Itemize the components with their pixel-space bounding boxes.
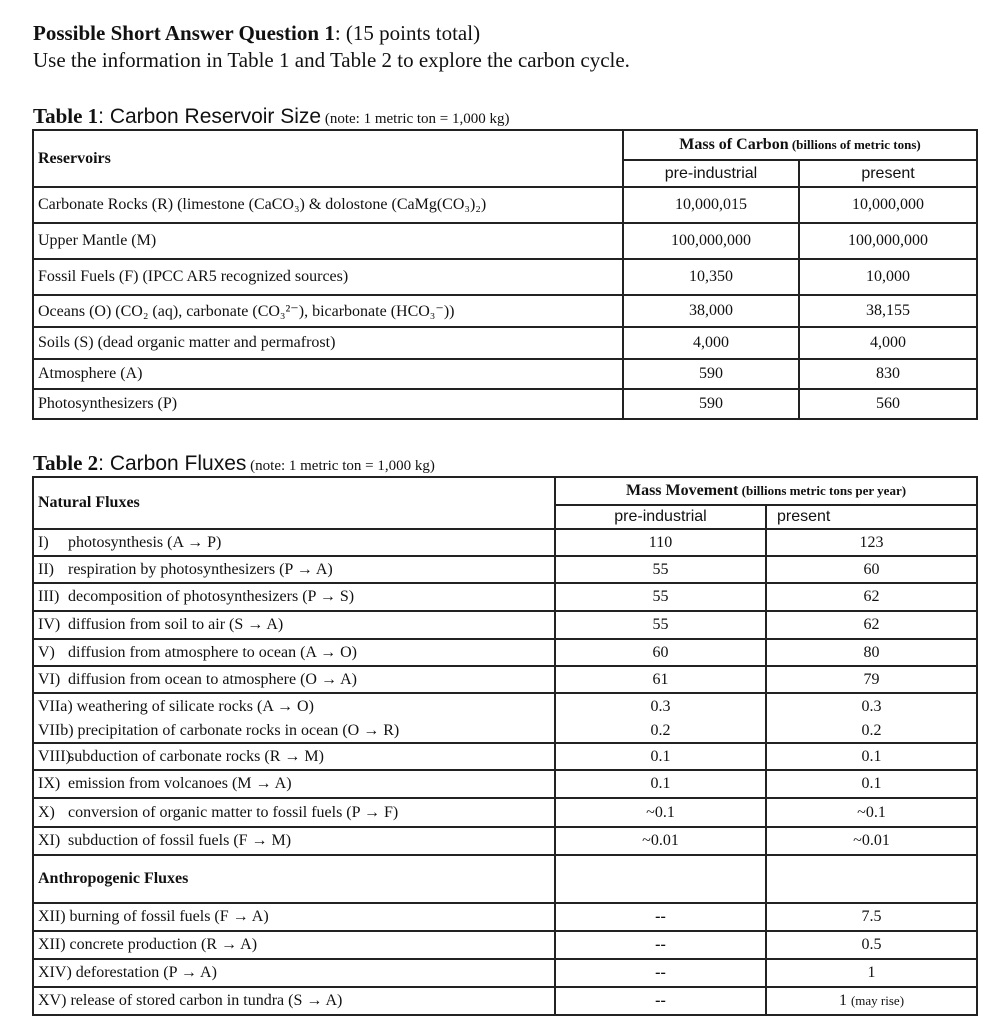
table1-body xyxy=(33,187,977,419)
flux-label xyxy=(33,959,555,987)
flux-text: respiration by photosynthesizers (P → A) xyxy=(68,560,333,578)
flux-present xyxy=(766,931,977,959)
table2-sub-preindustrial: pre-industrial xyxy=(555,505,766,529)
flux-label xyxy=(33,770,555,798)
table-row xyxy=(33,903,977,931)
table-row xyxy=(33,529,977,556)
flux-label xyxy=(33,743,555,770)
flux-text: subduction of carbonate rocks (R → M) xyxy=(68,747,324,765)
table-row xyxy=(33,770,977,798)
flux-text: diffusion from atmosphere to ocean (A → O) xyxy=(68,643,357,661)
flux-present: 62 xyxy=(766,611,977,639)
flux-present-value: 0.5 xyxy=(861,936,882,953)
table1-row-pre: 4,000 xyxy=(623,327,799,359)
flux-pre: -- xyxy=(555,903,766,931)
flux-present xyxy=(766,959,977,987)
table1-row-pre: 10,000,015 xyxy=(623,187,799,223)
table2-title: : Carbon Fluxes xyxy=(98,452,247,475)
table-row xyxy=(33,639,977,666)
flux-text: diffusion from soil to air (S → A) xyxy=(68,616,284,633)
flux-label xyxy=(33,556,555,583)
flux-pre: 0.2 xyxy=(555,719,766,743)
flux-present: 62 xyxy=(766,583,977,611)
table-row xyxy=(33,359,977,389)
table-row xyxy=(33,295,977,327)
table2-anthro-header: Anthropogenic Fluxes xyxy=(33,855,555,903)
flux-pre: ~0.1 xyxy=(555,798,766,827)
table1-row-pre: 100,000,000 xyxy=(623,223,799,259)
table2-label: Table 2 xyxy=(33,451,99,475)
flux-present-value: 1 xyxy=(838,992,847,1009)
flux-pre: 61 xyxy=(555,666,766,693)
flux-label xyxy=(33,529,555,556)
table1-row-label: Fossil Fuels (F) (IPCC AR5 recognized sources) xyxy=(33,259,623,295)
table1-row-label: Upper Mantle (M) xyxy=(33,223,623,259)
table2-note: (note: 1 metric ton = 1,000 kg) xyxy=(246,458,435,474)
table2-group-header-units: (billions metric tons per year) xyxy=(738,483,907,498)
flux-number: IX) xyxy=(38,775,61,792)
flux-number: XIV) xyxy=(38,964,72,981)
flux-number: XII) xyxy=(38,908,66,925)
flux-number: I) xyxy=(38,533,49,551)
flux-number: V) xyxy=(38,643,55,661)
flux-present: 79 xyxy=(766,666,977,693)
table2-sub-present: present xyxy=(766,505,977,529)
flux-label xyxy=(33,693,555,719)
table-row xyxy=(33,187,977,223)
table-row xyxy=(33,798,977,827)
table1 xyxy=(32,129,978,420)
question-title-bold: Possible Short Answer Question 1 xyxy=(33,21,335,45)
table1-row-pre: 590 xyxy=(623,359,799,389)
flux-text: diffusion from ocean to atmosphere (O → A) xyxy=(68,670,357,688)
table1-row-label: Atmosphere (A) xyxy=(33,359,623,389)
table1-reservoirs-header: Reservoirs xyxy=(33,130,623,187)
flux-text: deforestation (P → A) xyxy=(75,964,217,981)
table-row xyxy=(33,959,977,987)
flux-text: photosynthesis (A → P) xyxy=(68,533,222,551)
table1-caption xyxy=(33,103,510,132)
table2-anthro-header-blank xyxy=(555,855,766,903)
flux-text: precipitation of carbonate rocks in ocean (O → R) xyxy=(77,721,400,739)
flux-text: subduction of fossil fuels (F → M) xyxy=(68,832,292,849)
flux-label xyxy=(33,798,555,827)
flux-number: XI) xyxy=(38,832,61,849)
table1-row-label: Soils (S) (dead organic matter and permafrost) xyxy=(33,327,623,359)
flux-number: VIIb) xyxy=(38,721,74,739)
flux-present: 0.1 xyxy=(766,770,977,798)
table2-group-header xyxy=(555,477,977,505)
table1-row-present: 10,000,000 xyxy=(799,187,977,223)
table-row xyxy=(33,583,977,611)
flux-pre: 0.3 xyxy=(555,693,766,719)
table1-row-present: 4,000 xyxy=(799,327,977,359)
flux-pre: 0.1 xyxy=(555,770,766,798)
flux-present xyxy=(766,903,977,931)
flux-number: VIIa) xyxy=(38,697,73,715)
flux-present: 80 xyxy=(766,639,977,666)
flux-label xyxy=(33,827,555,855)
table1-group-header-units: (billions of metric tons) xyxy=(788,137,921,152)
table1-group-header xyxy=(623,130,977,160)
flux-present: 0.1 xyxy=(766,743,977,770)
flux-pre: -- xyxy=(555,931,766,959)
table1-label: Table 1 xyxy=(33,104,99,128)
flux-text: decomposition of photosynthesizers (P → S) xyxy=(68,588,355,605)
table2-natural-header: Natural Fluxes xyxy=(33,477,555,529)
flux-label xyxy=(33,611,555,639)
table-row xyxy=(33,611,977,639)
table1-row-label: Carbonate Rocks (R) (limestone (CaCO₃) & dolostone (CaMg(CO₃)₂) xyxy=(33,187,623,223)
table2-anthro-header-blank xyxy=(766,855,977,903)
table-row xyxy=(33,987,977,1015)
table-row xyxy=(33,666,977,693)
flux-label xyxy=(33,639,555,666)
table1-title: : Carbon Reservoir Size xyxy=(98,105,322,128)
flux-present-note: (may rise) xyxy=(850,993,905,1008)
question-title xyxy=(33,20,480,46)
table1-row-label: Photosynthesizers (P) xyxy=(33,389,623,419)
question-title-rest: : (15 points total) xyxy=(334,21,481,45)
table1-sub-present: present xyxy=(799,160,977,187)
flux-number: VIII) xyxy=(38,747,71,765)
table1-row-present: 560 xyxy=(799,389,977,419)
flux-present: 0.2 xyxy=(766,719,977,743)
table-row xyxy=(33,931,977,959)
flux-pre: 0.1 xyxy=(555,743,766,770)
flux-pre: 55 xyxy=(555,611,766,639)
flux-number: XII) xyxy=(38,936,66,953)
table2-group-header-bold: Mass Movement xyxy=(625,482,739,499)
table1-note: (note: 1 metric ton = 1,000 kg) xyxy=(321,111,510,127)
flux-present: ~0.01 xyxy=(766,827,977,855)
flux-pre: 55 xyxy=(555,556,766,583)
table2-natural-body xyxy=(33,529,977,855)
table-row xyxy=(33,223,977,259)
table1-row-present: 38,155 xyxy=(799,295,977,327)
flux-text: emission from volcanoes (M → A) xyxy=(68,775,292,792)
flux-number: X) xyxy=(38,803,55,821)
table1-row-present: 100,000,000 xyxy=(799,223,977,259)
question-prompt: Use the information in Table 1 and Table 2 to explore the carbon cycle. xyxy=(33,48,630,72)
table1-row-pre: 590 xyxy=(623,389,799,419)
flux-label xyxy=(33,719,555,743)
flux-text: release of stored carbon in tundra (S → A) xyxy=(70,992,343,1009)
table2-anthro-body xyxy=(33,903,977,1015)
flux-label xyxy=(33,583,555,611)
table2 xyxy=(32,476,978,1016)
flux-number: XV) xyxy=(38,992,67,1009)
flux-text: weathering of silicate rocks (A → O) xyxy=(76,697,314,715)
table1-row-pre: 10,350 xyxy=(623,259,799,295)
flux-pre: ~0.01 xyxy=(555,827,766,855)
table2-caption xyxy=(33,450,435,479)
flux-present: 60 xyxy=(766,556,977,583)
table1-sub-preindustrial: pre-industrial xyxy=(623,160,799,187)
table-row xyxy=(33,259,977,295)
table1-row-present: 10,000 xyxy=(799,259,977,295)
table-row xyxy=(33,389,977,419)
flux-present: ~0.1 xyxy=(766,798,977,827)
table-row xyxy=(33,743,977,770)
flux-number: III) xyxy=(38,588,60,605)
table-row xyxy=(33,719,977,743)
flux-pre: 60 xyxy=(555,639,766,666)
flux-present-value: 7.5 xyxy=(861,908,882,925)
table1-row-pre: 38,000 xyxy=(623,295,799,327)
table-row xyxy=(33,827,977,855)
table-row xyxy=(33,693,977,719)
flux-number: VI) xyxy=(38,670,61,688)
flux-text: concrete production (R → A) xyxy=(69,936,258,953)
table-row xyxy=(33,327,977,359)
table1-row-present: 830 xyxy=(799,359,977,389)
flux-present: 123 xyxy=(766,529,977,556)
flux-number: II) xyxy=(38,560,54,578)
flux-pre: -- xyxy=(555,987,766,1015)
flux-label xyxy=(33,666,555,693)
flux-label xyxy=(33,931,555,959)
flux-label xyxy=(33,987,555,1015)
table1-row-label: Oceans (O) (CO₂ (aq), carbonate (CO₃²⁻), bicarbonate (HCO₃⁻)) xyxy=(33,295,623,327)
flux-present xyxy=(766,987,977,1015)
flux-pre: 55 xyxy=(555,583,766,611)
flux-text: burning of fossil fuels (F → A) xyxy=(69,908,269,925)
flux-number: IV) xyxy=(38,616,61,633)
flux-present: 0.3 xyxy=(766,693,977,719)
flux-present-value: 1 xyxy=(867,964,876,981)
flux-label xyxy=(33,903,555,931)
table-row xyxy=(33,556,977,583)
table1-group-header-bold: Mass of Carbon xyxy=(679,136,789,153)
flux-pre: 110 xyxy=(555,529,766,556)
flux-pre: -- xyxy=(555,959,766,987)
flux-text: conversion of organic matter to fossil fuels (P → F) xyxy=(68,803,399,821)
